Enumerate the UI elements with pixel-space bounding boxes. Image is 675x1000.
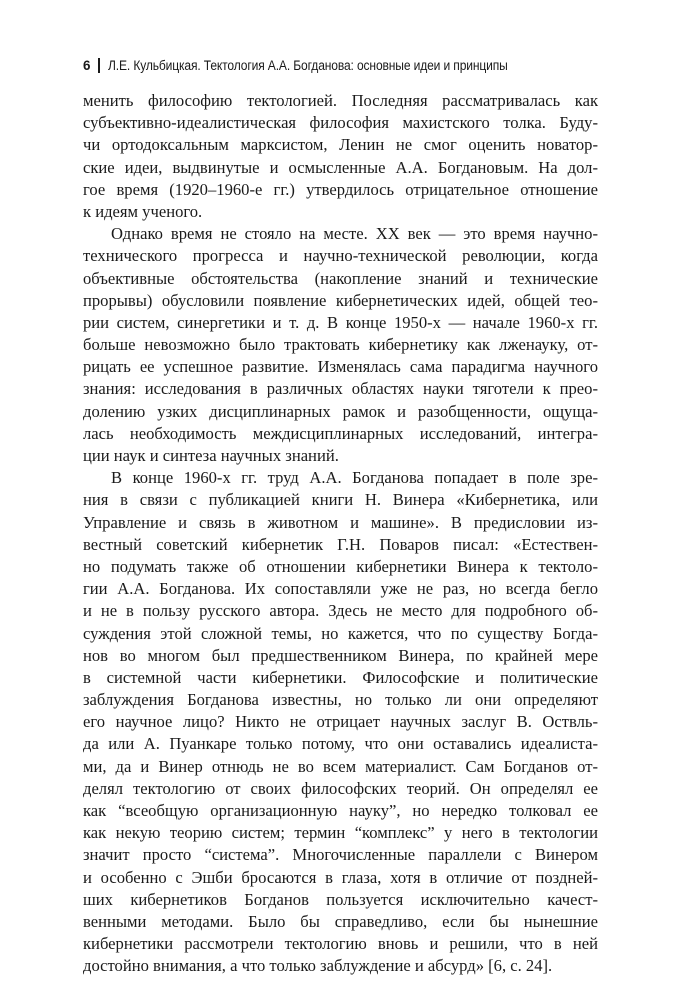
- text-line: В конце 1960-х гг. труд А.А. Богданова попадает в поле зре-: [111, 468, 598, 488]
- text-line: гое время (1920–1960-е гг.) утвердилось отрицательное отношение: [83, 179, 598, 199]
- text-line: технического прогресса и научно-технической революции, когда: [83, 246, 598, 266]
- text-line: его научное лицо? Никто не отрицает научных заслуг В. Оствль-: [83, 712, 598, 732]
- text-line: долению узких дисциплинарных рамок и разобщенности, ощуща-: [83, 401, 598, 421]
- text-line: рии систем, синергетики и т. д. В конце 1950-х — начале 1960-х гг.: [83, 312, 598, 332]
- text-line: ские идеи, выдвинутые и осмысленные А.А. Богдановым. На дол-: [83, 157, 598, 177]
- text-line: как некую теорию систем; термин “комплекс” у него в тектологии: [83, 823, 598, 843]
- text-line: нов во многом был предшественником Винера, по крайней мере: [83, 645, 598, 665]
- text-line: ми, да и Винер отнюдь не во всем материалист. Сам Богданов от-: [83, 756, 598, 776]
- running-header: [83, 54, 603, 76]
- text-line: как “всеобщую организационную науку”, но нередко толковал ее: [83, 801, 598, 820]
- text-line: Управление и связь в животном и машине». В предисловии из-: [83, 512, 598, 532]
- paragraph: [83, 90, 598, 223]
- text-line: ции наук и синтеза научных знаний.: [83, 446, 339, 465]
- text-line: значит просто “система”. Многочисленные параллели с Винером: [83, 845, 598, 865]
- text-line: прорывы) обусловили появление кибернетических идей, общей тео-: [83, 290, 598, 310]
- text-line: и не в пользу русского автора. Здесь не место для подробного об-: [83, 601, 598, 621]
- text-line: суждения этой сложной темы, но кажется, что по существу Богда-: [83, 623, 598, 643]
- text-line: Однако время не стояло на месте. XX век — это время научно-: [111, 224, 598, 244]
- text-line: лась необходимость междисциплинарных исследований, интегра-: [83, 423, 598, 443]
- text-line: субъективно-идеалистическая философия махистского толка. Буду-: [83, 113, 598, 133]
- text-line: в системной части кибернетики. Философские и политические: [83, 667, 598, 687]
- text-line: больше невозможно было трактовать кибернетику как лженауку, от-: [83, 335, 598, 355]
- text-line: и особенно с Эшби бросаются в глаза, хотя в отличие от поздней-: [83, 867, 598, 887]
- header-divider: [98, 58, 100, 73]
- text-line: но подумать также об отношении кибернетики Винера к тектоло-: [83, 556, 598, 576]
- text-line: ших кибернетиков Богданов пользуется исключительно качест-: [83, 889, 598, 909]
- paragraph: [83, 467, 598, 977]
- text-line: чи ортодоксальным марксистом, Ленин не смог оценить новатор-: [83, 135, 598, 155]
- text-line: делял тектологию от своих философских теорий. Он определял ее: [83, 778, 598, 798]
- text-line: рицать ее успешное развитие. Изменялась сама парадигма научного: [83, 357, 598, 377]
- text-line: да или А. Пуанкаре только потому, что они оставались идеалиста-: [83, 734, 598, 754]
- text-line: к идеям ученого.: [83, 201, 203, 221]
- paragraph: [83, 223, 598, 467]
- text-line: кибернетики рассмотрели тектологию вновь и решили, что в ней: [83, 934, 598, 954]
- text-line: объективные обстоятельства (накопление знаний и технические: [83, 268, 598, 288]
- text-line: венными методами. Было бы справедливо, если бы нынешние: [83, 911, 598, 931]
- running-title: Л.Е. Кульбицкая. Тектология А.А. Богданова: основные идеи и принципы: [108, 57, 508, 73]
- text-line: заблуждения Богданова известны, но только ли они определяют: [83, 690, 598, 710]
- text-line: знания: исследования в различных областях науки тяготели к прео-: [83, 379, 598, 399]
- text-line: достойно внимания, а что только заблуждение и абсурд» [6, с. 24].: [83, 956, 553, 976]
- text-line: менить философию тектологией. Последняя рассматривалась как: [83, 91, 598, 110]
- text-line: гии А.А. Богданова. Их сопоставляли уже не раз, но всегда бегло: [83, 579, 598, 599]
- text-line: ния в связи с публикацией книги Н. Винера «Кибернетика, или: [83, 490, 598, 510]
- text-line: вестный советский кибернетик Г.Н. Поваров писал: «Естествен-: [83, 534, 598, 554]
- page-number: 6: [83, 57, 91, 73]
- body-text: [83, 90, 598, 978]
